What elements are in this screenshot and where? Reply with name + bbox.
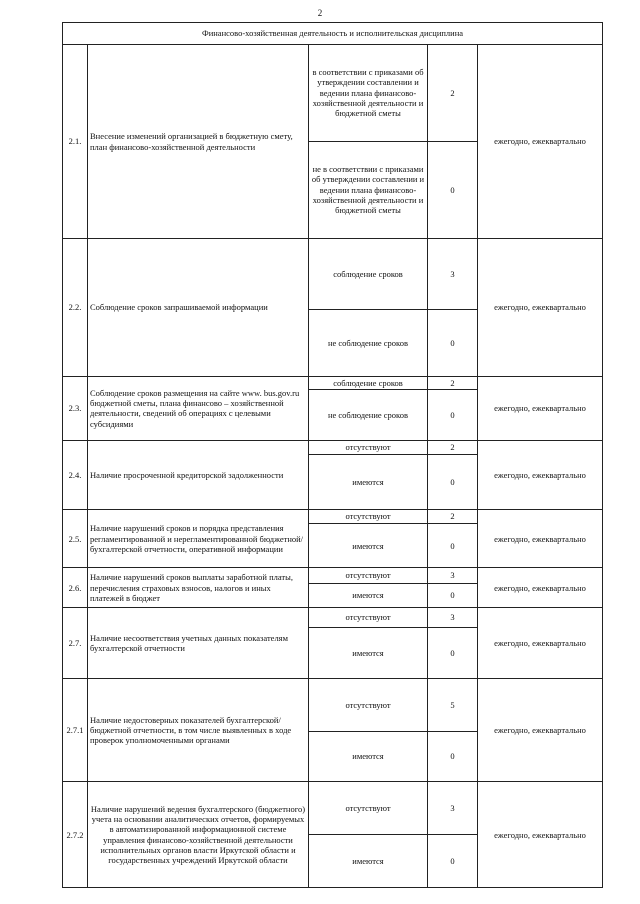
condition-text: имеются (309, 454, 428, 510)
period-text: ежегодно, ежеквартально (478, 568, 603, 608)
score-value: 3 (428, 608, 478, 628)
criterion-name: Наличие нарушений сроков выплаты заработной платы, перечисления страховых взносов, налогов и иных платежей в бюджет (88, 568, 309, 608)
period-text: ежегодно, ежеквартально (478, 608, 603, 679)
condition-text: отсутствуют (309, 678, 428, 731)
criterion-name: Наличие нарушений ведения бухгалтерского (бюджетного) учета на основании аналитических отчетов, формируемых в автоматизированной информационной системе управления финансово-хозяйственной деятельности исполнительных органов власти Иркутской области и государственных учреждений Иркутской области (88, 782, 309, 888)
criterion-name: Наличие просроченной кредиторской задолженности (88, 441, 309, 510)
condition-text: отсутствуют (309, 510, 428, 524)
row-number: 2.3. (63, 376, 88, 440)
section-header-row (63, 23, 603, 45)
table-row (63, 238, 603, 309)
score-value: 2 (428, 376, 478, 390)
row-number: 2.4. (63, 441, 88, 510)
score-value: 2 (428, 510, 478, 524)
row-number: 2.5. (63, 510, 88, 568)
condition-text: в соответствии с приказами об утверждении составлении и ведении плана финансово-хозяйственной деятельности и бюджетной сметы (309, 45, 428, 141)
score-value: 0 (428, 523, 478, 568)
period-text: ежегодно, ежеквартально (478, 441, 603, 510)
row-number: 2.7.2 (63, 782, 88, 888)
condition-text: не соблюдение сроков (309, 390, 428, 441)
score-value: 0 (428, 835, 478, 888)
table-row (63, 568, 603, 583)
condition-text: не соблюдение сроков (309, 309, 428, 376)
period-text: ежегодно, ежеквартально (478, 782, 603, 888)
table-row (63, 678, 603, 731)
score-value: 3 (428, 238, 478, 309)
row-number: 2.7.1 (63, 678, 88, 781)
criterion-name: Соблюдение сроков запрашиваемой информации (88, 238, 309, 376)
row-number: 2.2. (63, 238, 88, 376)
period-text: ежегодно, ежеквартально (478, 238, 603, 376)
condition-text: отсутствуют (309, 608, 428, 628)
condition-text: имеются (309, 583, 428, 607)
score-value: 0 (428, 141, 478, 238)
condition-text: отсутствуют (309, 782, 428, 835)
score-value: 0 (428, 309, 478, 376)
condition-text: имеются (309, 523, 428, 568)
score-value: 2 (428, 45, 478, 141)
condition-text: имеются (309, 835, 428, 888)
condition-text: имеются (309, 731, 428, 782)
score-value: 0 (428, 454, 478, 510)
table-row (63, 782, 603, 835)
score-value: 3 (428, 568, 478, 583)
score-value: 2 (428, 441, 478, 455)
page-number: 2 (317, 8, 323, 18)
row-number: 2.1. (63, 45, 88, 239)
criterion-name: Наличие нарушений сроков и порядка представления регламентированной и нерегламентированной бюджетной/бухгалтерской отчетности, оперативной информации (88, 510, 309, 568)
criterion-name: Соблюдение сроков размещения на сайте www. bus.gov.ru бюджетной сметы, плана финансово – хозяйственной деятельности, сведений об операциях с целевыми субсидиями (88, 376, 309, 440)
criterion-name: Наличие несоответствия учетных данных показателям бухгалтерской отчетности (88, 608, 309, 679)
table-row (63, 45, 603, 141)
table-row (63, 376, 603, 390)
score-value: 0 (428, 731, 478, 782)
score-value: 0 (428, 390, 478, 441)
period-text: ежегодно, ежеквартально (478, 510, 603, 568)
row-number: 2.7. (63, 608, 88, 679)
score-value: 0 (428, 628, 478, 679)
score-value: 3 (428, 782, 478, 835)
table-row (63, 608, 603, 628)
criterion-name: Наличие недостоверных показателей бухгалтерской/бюджетной отчетности, в том числе выявленных в ходе проверок уполномоченными органами (88, 678, 309, 781)
condition-text: отсутствуют (309, 441, 428, 455)
condition-text: соблюдение сроков (309, 376, 428, 390)
condition-text: отсутствуют (309, 568, 428, 583)
condition-text: соблюдение сроков (309, 238, 428, 309)
period-text: ежегодно, ежеквартально (478, 45, 603, 239)
criterion-name: Внесение изменений организацией в бюджетную смету, план финансово-хозяйственной деятельности (88, 45, 309, 239)
row-number: 2.6. (63, 568, 88, 608)
section-title: Финансово-хозяйственная деятельность и исполнительская дисциплина (63, 23, 603, 45)
period-text: ежегодно, ежеквартально (478, 678, 603, 781)
table-row (63, 441, 603, 455)
score-value: 5 (428, 678, 478, 731)
period-text: ежегодно, ежеквартально (478, 376, 603, 440)
condition-text: имеются (309, 628, 428, 679)
condition-text: не в соответствии с приказами об утверждении составлении и ведении плана финансово-хозяйственной деятельности и бюджетной сметы (309, 141, 428, 238)
score-value: 0 (428, 583, 478, 607)
table-row (63, 510, 603, 524)
criteria-table (62, 22, 603, 888)
